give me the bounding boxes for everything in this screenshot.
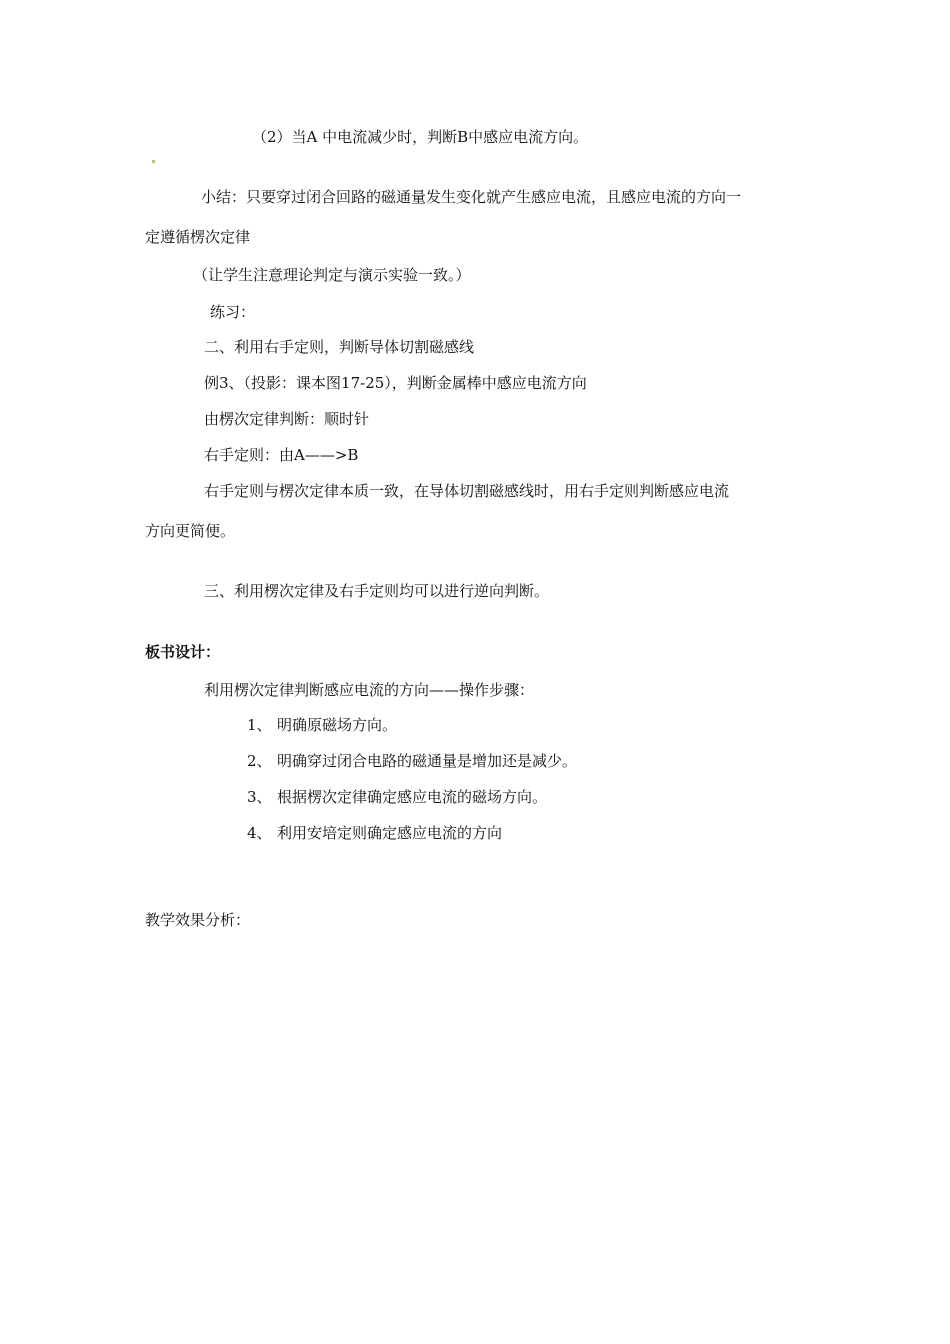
step-text: 明确穿过闭合电路的磁通量是增加还是减少。 xyxy=(277,752,578,770)
exercise-label: 练习： xyxy=(210,303,256,321)
lenz-judgement: 由楞次定律判断：顺时针 xyxy=(204,410,370,428)
step-number: 1、 xyxy=(247,716,272,734)
stray-mark xyxy=(152,160,155,163)
board-design-heading: 板书设计： xyxy=(145,643,221,661)
summary-line-2: 定遵循楞次定律 xyxy=(145,228,251,246)
section-three-heading: 三、利用楞次定律及右手定则均可以进行逆向判断。 xyxy=(204,582,550,600)
board-step-1 xyxy=(247,715,397,735)
step-text: 根据楞次定律确定感应电流的磁场方向。 xyxy=(277,788,548,806)
summary-line-1: 小结：只要穿过闭合回路的磁通量发生变化就产生感应电流，且感应电流的方向一 xyxy=(201,188,742,206)
board-step-2 xyxy=(247,751,577,771)
step-text: 明确原磁场方向。 xyxy=(277,716,398,734)
note-line: （让学生注意理论判定与演示实验一致。） xyxy=(193,266,471,284)
step-number: 3、 xyxy=(247,788,272,806)
text-line-1: （2）当A 中电流减少时，判断B中感应电流方向。 xyxy=(252,128,589,146)
step-number: 2、 xyxy=(247,752,272,770)
board-step-3 xyxy=(247,787,547,807)
step-number: 4、 xyxy=(247,824,272,842)
section-two-heading: 二、利用右手定则，判断导体切割磁感线 xyxy=(204,338,475,356)
right-hand-rule-line: 右手定则：由A——>B xyxy=(204,446,359,464)
teaching-analysis-heading: 教学效果分析： xyxy=(145,911,251,929)
comparison-line-2: 方向更简便。 xyxy=(145,522,236,540)
board-step-4 xyxy=(247,823,502,843)
step-text: 利用安培定则确定感应电流的方向 xyxy=(277,824,503,842)
comparison-line-1: 右手定则与楞次定律本质一致，在导体切割磁感线时，用右手定则判断感应电流 xyxy=(204,482,730,500)
example-three: 例3、（投影：课本图17-25），判断金属棒中感应电流方向 xyxy=(204,374,587,392)
board-title: 利用楞次定律判断感应电流的方向——操作步骤： xyxy=(204,681,535,699)
